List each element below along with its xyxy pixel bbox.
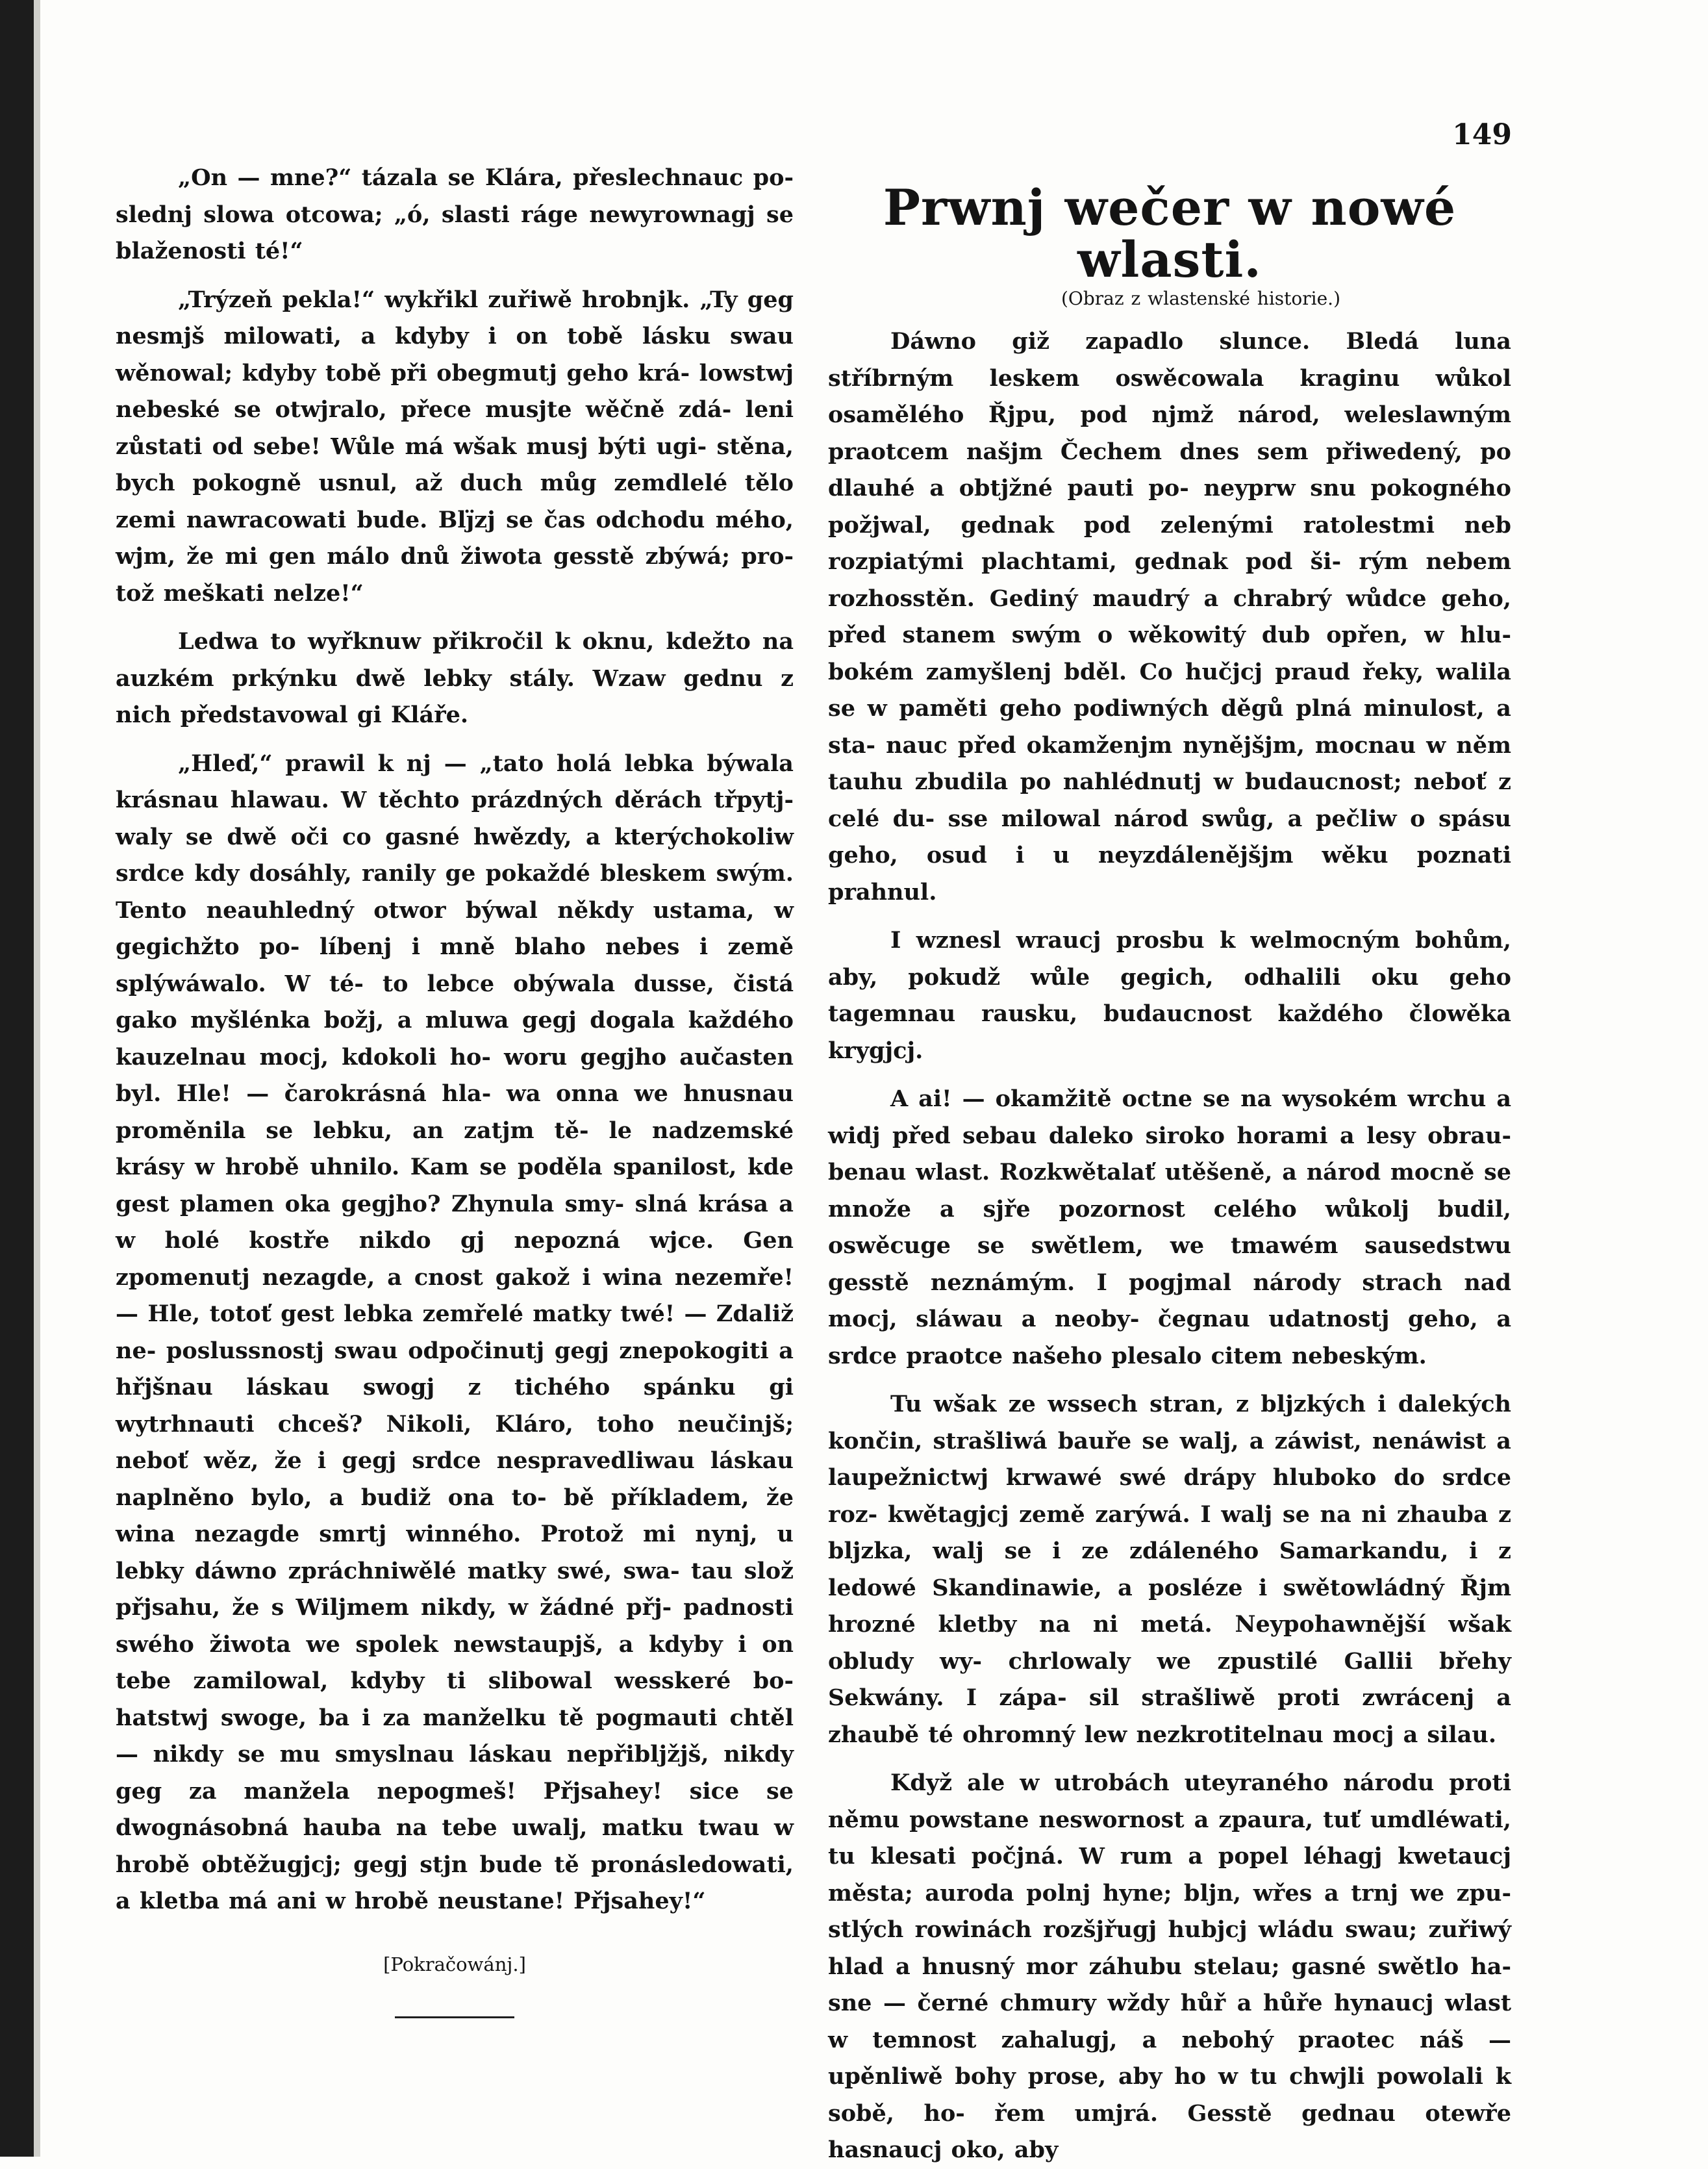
- paragraph: „Hleď,“ prawil k nj — „tato holá lebka býwala krásnau hlawau. W těchto prázdných děrách třpytj- waly se dwě oči co gasné hwězdy, a kterýchokoliw srdce kdy dosáhly, ranily ge pokaždé bleskem swým. Tento neauhledný otwor býwal někdy ustama, w gegichžto po- líbenj i mně blaho nebes i země splýwáwalo. W té- to lebce obýwala dusse, čistá gako myšlénka božj, a mluwa gegj dogala každého kauzelnau mocj, kdokoli ho- woru gegjho aučasten byl. Hle! — čarokrásná hla- wa onna we hnusnau proměnila se lebku, an zatjm tě- le nadzemské krásy w hrobě uhnilo. Kam se poděla spanilost, kde gest plamen oka gegjho? Zhynula smy- slná krása a w holé kostře nikdo gj nepozná wjce. Gen zpomenutj nezagde, a cnost gakož i wina nezemře! — Hle, totoť gest lebka zemřelé matky twé! — Zdaliž ne- poslussnostj swau odpočinutj gegj znepokogiti a hřjšnau láskau swogj z tichého spánku gi wytrhnauti chceš? Nikoli, Kláro, toho neučinjš; neboť wěz, že i gegj srdce nespravedliwau láskau naplněno bylo, a budiž ona to- bě příkladem, že wina nezagde smrtj winného. Protož mi nynj, u lebky dáwno zpráchniwělé matky swé, swa- tau slož přjsahu, že s Wiljmem nikdy, w žádné přj- padnosti swého žiwota we spolek newstaupjš, a kdyby i on tebe zamilowal, kdyby ti slibowal wesskeré bo- hatstwj swoge, ba i za manželku tě pogmauti chtěl — nikdy se mu smyslnau láskau nepřibljžjš, nikdy geg za manžela nepogmeš! Přjsahey! sice se dwognásobná hauba na tebe uwalj, matku twau w hrobě obtěžugjcj; gegj stjn bude tě pronásledowati, a kletba má ani w hrobě neustane! Přjsahey!“: [116, 750, 794, 1914]
- paragraph: Dáwno giž zapadlo slunce. Bledá luna stříbrným leskem oswěcowala kraginu wůkol osamělého Řjpu, pod njmž národ, weleslawným praotcem našjm Čechem dnes sem přiwedený, po dlauhé a obtjžné pauti po- neyprw snu pokogného požjwal, gednak pod zelenými ratolestmi neb rozpiatými plachtami, gednak pod ši- rým nebem rozhosstěn. Gediný maudrý a chrabrý wůdce geho, před stanem swým o wěkowitý dub opřen, w hlu- bokém zamyšlenj bděl. Co hučjcj praud řeky, walila se w paměti geho podiwných děgů plná minulost, a sta- nauc před okamženjm nynějšjm, mocnau w něm tauhu zbudila po nahlédnutj w budaucnost; neboť z celé du- sse milowal národ swůg, a pečliw o spásu geho, osud i u neyzdálenějšjm wěku poznati prahnul.: [828, 328, 1511, 906]
- paragraph: Ledwa to wyřknuw přikročil k oknu, kdežto na auzkém prkýnku dwě lebky stály. Wzaw gednu z nich představowal gi Kláře.: [116, 628, 794, 728]
- paragraph: Když ale w utrobách uteyraného národu proti němu powstane neswornost a zpaura, tuť umdléwati, tu klesati počjná. W rum a popel léhagj kwetaucj města; auroda polnj hyne; bljn, wřes a trnj we zpu- stlých rowinách rozšjřugj hubjcj wládu swau; zuřiwý hlad a hnusný mor záhubu stelau; gasné swětlo ha- sne — černé chmury wždy hůř a hůře hynaucj wlast w temnost zahalugj, a nebohý praotec náš — upěnliwě bohy prose, aby ho w tu chwjli powolali k sobě, ho- řem umjrá. Gesstě gednau otewře hasnaucj oko, aby: [828, 1769, 1511, 2163]
- right-column: [828, 179, 1511, 2169]
- end-rule: [395, 2016, 514, 2018]
- page-number: 149: [1452, 118, 1512, 151]
- continued-note: [Pokračowánj.]: [383, 1953, 526, 1975]
- story-subtitle: (Obraz z wlastenské historie.): [1061, 288, 1341, 309]
- page-binding-edge: [34, 0, 40, 2157]
- page-binding: [0, 0, 34, 2157]
- paragraph: I wznesl wraucj prosbu k welmocným bohům, aby, pokudž wůle gegich, odhalili oku geho tagemnau rausku, budaucnost každého člowěka krygjcj.: [828, 927, 1511, 1064]
- paragraph: Tu wšak ze wssech stran, z bljzkých i dalekých končin, strašliwá bauře se walj, a záwist, nenáwist a laupežnictwj krwawé swé drápy hluboko do srdce roz- kwětagjcj země zarýwá. I walj se na ni zhauba z bljzka, walj se i ze zdáleného Samarkandu, i z ledowé Skandinawie, a posléze i swětowládný Řjm hrozné kletby na ni metá. Neypohawnější wšak obludy wy- chrlowaly we zpustilé Gallii břehy Sekwány. I zápa- sil strašliwě proti zwrácenj a zhaubě té ohromný lew nezkrotitelnau mocj a silau.: [828, 1391, 1511, 1748]
- story-title: Prwnj wečer w nowé wlasti.: [883, 179, 1457, 288]
- paragraph: „On — mne?“ tázala se Klára, přeslechnauc po- slednj slowa otcowa; „ó, slasti ráge newyrownagj se blaženosti té!“: [116, 164, 794, 264]
- paragraph: A ai! — okamžitě octne se na wysokém wrchu a widj před sebau daleko siroko horami a lesy obrau- benau wlast. Rozkwětalať utěšeně, a národ mocně se množe a sjře pozornost celého wůkolj budil, oswěcuge se swětlem, we tmawém sausedstwu gesstě neznámým. I pogjmal národy strach nad mocj, sláwau a neoby- čegnau udatnostj geho, a srdce praotce našeho plesalo citem nebeským.: [828, 1085, 1511, 1369]
- paragraph: „Trýzeň pekla!“ wykřikl zuřiwě hrobnjk. „Ty geg nesmjš milowati, a kdyby i on tobě lásku swau wěnowal; kdyby tobě při obegmutj geho krá- lowstwj nebeské se otwjralo, přece musjte wěčně zdá- leni zůstati od sebe! Wůle má wšak musj býti ugi- stěna, bych pokogně usnul, až duch můg zemdlelé tělo zemi nawracowati bude. Blj̈zj se čas odchodu mého, wjm, že mi gen málo dnů žiwota gesstě zbýwá; pro- tož meškati nelze!“: [116, 286, 794, 607]
- left-column: [116, 160, 794, 2018]
